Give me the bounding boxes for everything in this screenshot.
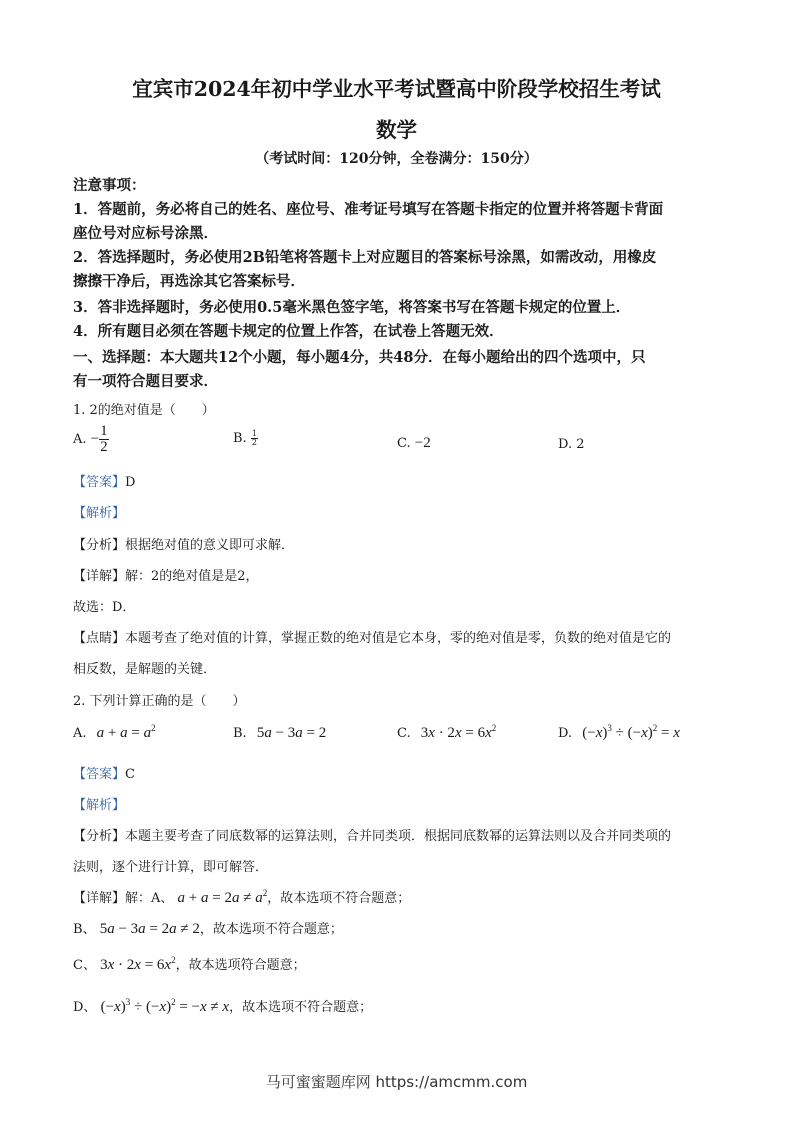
q1-analysis-tag: 【解析】 (73, 506, 126, 521)
notice-item: 4．所有题目必须在答题卡规定的位置上作答，在试卷上答题无效． (73, 323, 504, 340)
q1-fenxi: 【分析】根据绝对值的意义即可求解． (73, 538, 295, 553)
q1-answer: 【答案】D (73, 475, 136, 490)
q2-detail-c: C、 $3x \cdot 2x = 6x^2$，故本选项符合题意； (73, 955, 306, 973)
q1-option-c: C. −2 (397, 435, 431, 451)
q2-fenxi: 【分析】本题主要考查了同底数幂的运算法则，合并同类项．根据同底数幂的运算法则以及合并同类项的 (73, 829, 672, 844)
q2-option-b: B. 5a − 3a = 2 (233, 725, 327, 741)
answer-tag: 【答案】 (73, 767, 126, 782)
notice-item: 2．答选择题时，务必使用2B铅笔将答题卡上对应题目的答案标号涂黑，如需改动，用橡皮 (73, 249, 657, 266)
q1-xiangjie: 【详解】解：2的绝对值是是2， (73, 569, 259, 584)
subject-title: 数学 (376, 118, 417, 142)
q2-detail-a: 【详解】解：A、 $a + a = 2a \ne a^2$，故本选项不符合题意； (73, 888, 411, 906)
footer-watermark: 马可蜜蜜题库网 https://amcmm.com (265, 1073, 528, 1091)
section-heading-cont: 有一项符合题目要求． (73, 373, 218, 390)
notice-item: 座位号对应标号涂黑． (73, 225, 218, 242)
q2-option-c: C. $3x \cdot 2x = 6x^2$ (397, 723, 497, 741)
question-1-stem: 1. 2的绝对值是（ ） (73, 403, 215, 418)
q2-option-d: D. $(-x)^3 \div (-x)^2 = x$ (558, 723, 680, 741)
q2-detail-b: B、 5a − 3a = 2a ≠ 2，故本选项不符合题意； (73, 921, 343, 937)
answer-tag: 【答案】 (73, 475, 126, 490)
fraction: $\frac{1}{2}$ (251, 429, 257, 447)
notice-heading: 注意事项： (73, 177, 146, 194)
notice-item: 擦擦干净后，再选涂其它答案标号． (73, 273, 305, 290)
option-label: A. (73, 432, 87, 447)
option-label: A. (73, 726, 87, 741)
option-label: C. (397, 436, 411, 451)
option-label: C. (397, 726, 411, 741)
question-2-stem: 2. 下列计算正确的是（ ） (73, 694, 246, 709)
q1-option-d: D. 2 (558, 437, 585, 452)
page-title: 宜宾市2024年初中学业水平考试暨高中阶段学校招生考试 (132, 77, 661, 101)
notice-item: 1．答题前，务必将自己的姓名、座位号、准考证号填写在答题卡指定的位置并将答题卡背面 (73, 201, 664, 218)
q1-dianjing: 【点睛】本题考查了绝对值的计算，掌握正数的绝对值是它本身，零的绝对值是零，负数的绝对值是它的 (73, 631, 672, 646)
q1-dianjing-cont: 相反数，是解题的关键． (73, 662, 217, 677)
q2-answer: 【答案】C (73, 767, 135, 782)
notice-item: 3．答非选择题时，务必使用0.5毫米黑色签字笔，将答案书写在答题卡规定的位置上． (73, 299, 631, 316)
q1-option-a: A. − $\frac{1}{2}$ (73, 423, 108, 455)
option-label: B. (233, 726, 247, 741)
q2-analysis-tag: 【解析】 (73, 798, 126, 813)
q2-option-a: A. $a + a = a^2$ (73, 723, 156, 741)
q2-detail-d: D、 $(-x)^3 \div (-x)^2 = -x \ne x$，故本选项不符合题意； (73, 997, 373, 1015)
q1-option-b (233, 430, 258, 447)
section-heading: 一、选择题：本大题共12个小题，每小题4分，共48分．在每小题给出的四个选项中，只 (73, 349, 646, 366)
q2-fenxi-cont: 法则，逐个进行计算，即可解答． (73, 860, 269, 875)
option-label: D. (558, 726, 573, 741)
exam-info: （考试时间：120分钟，全卷满分：150分） (255, 151, 538, 167)
fraction: $\frac{1}{2}$ (100, 423, 108, 455)
q1-select: 故选：D． (73, 600, 136, 615)
option-label: B. (233, 431, 247, 446)
